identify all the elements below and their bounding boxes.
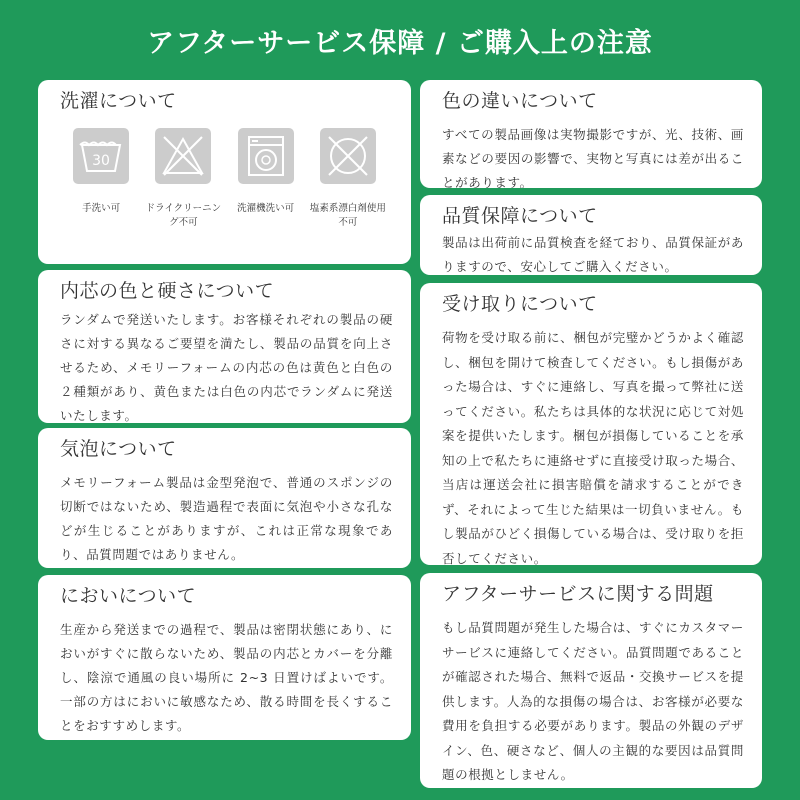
core-card <box>38 270 411 423</box>
care-symbol <box>60 128 142 230</box>
care-label: ドライクリーニング不可 <box>145 203 222 228</box>
after-service-title: アフターサービスに関する問題 <box>442 583 714 605</box>
receive-title: 受け取りについて <box>442 293 598 315</box>
core-title: 内芯の色と硬さについて <box>60 280 275 302</box>
after-service-body: もし品質問題が発生した場合は、すぐにカスタマーサービスに連絡してください。品質問題であることが確認された場合、無料で返品・交換サービスを提供します。人為的な損傷の場合は、お客様が必要な費用を負担する必要があります。製品の外観のデザイン、色、硬さなど、個人の主観的な要因は品質問題の根拠としません。 <box>442 620 744 782</box>
smell-card <box>38 575 411 740</box>
bubble-body: メモリーフォーム製品は金型発泡で、普通のスポンジの切断ではないため、製造過程で表面に気泡や小さな孔などが生じることがありますが、これは正常な現象であり、品質問題ではありません。 <box>60 475 393 562</box>
quality-title: 品質保障について <box>442 205 598 227</box>
care-symbol <box>225 128 307 230</box>
care-symbol <box>307 128 389 230</box>
hand-wash-icon <box>73 128 129 184</box>
care-label: 洗濯機洗い可 <box>237 203 295 214</box>
quality-card <box>420 195 762 275</box>
color-diff-title: 色の違いについて <box>442 90 598 112</box>
wash-temp: 30 <box>92 153 111 169</box>
bubble-title: 気泡について <box>60 438 177 460</box>
washing-card <box>38 80 411 264</box>
care-symbol <box>142 128 224 230</box>
smell-body: 生産から発送までの過程で、製品は密閉状態にあり、においがすぐに散らないため、製品の内芯とカバーを分離し、陰涼で通風の良い場所に 2~3 日置けばよいです。一部の方はにおいに敏感なため、散る時間を長くすることをおすすめします。 <box>60 622 393 733</box>
core-body: ランダムで発送いたします。お客様それぞれの製品の硬さに対する異なるご要望を満たし、製品の品質を向上させるため、メモリーフォームの内芯の色は黄色と白色の２種類があり、黄色または白色の内芯でランダムに発送いたします。 <box>60 312 393 423</box>
care-label: 塩素系漂白剤使用不可 <box>309 203 386 228</box>
bubble-card <box>38 428 411 568</box>
care-label: 手洗い可 <box>82 203 121 214</box>
color-diff-body: すべての製品画像は実物撮影ですが、光、技術、画素などの要因の影響で、実物と写真には差が出ることがあります。 <box>442 127 744 188</box>
washing-machine-icon <box>238 128 294 184</box>
quality-body: 製品は出荷前に品質検査を経ており、品質保証がありますので、安心してご購入ください。 <box>442 235 744 274</box>
page-title: アフターサービス保障 / ご購入上の注意 <box>147 28 653 59</box>
smell-title: においについて <box>60 585 197 607</box>
no-bleach-icon <box>320 128 376 184</box>
washing-title: 洗濯について <box>60 90 177 112</box>
color-diff-card <box>420 80 762 188</box>
receive-card <box>420 283 762 565</box>
no-dry-clean-icon <box>155 128 211 184</box>
care-symbols <box>60 128 393 230</box>
receive-body: 荷物を受け取る前に、梱包が完璧かどうかよく確認し、梱包を開けて検査してください。もし損傷があった場合は、すぐに連絡し、写真を撮って弊社に送ってください。私たちは具体的な状況に応じて対処案を提供いたします。梱包が損傷していることを承知の上で私たちに連絡せずに直接受け取った場合、当店は運送会社に損害賠償を請求することができず、それによって生じた結果は一切負いません。もし製品がひどく損傷している場合は、受け取りを拒否してください。 <box>442 330 744 565</box>
after-service-card <box>420 573 762 788</box>
